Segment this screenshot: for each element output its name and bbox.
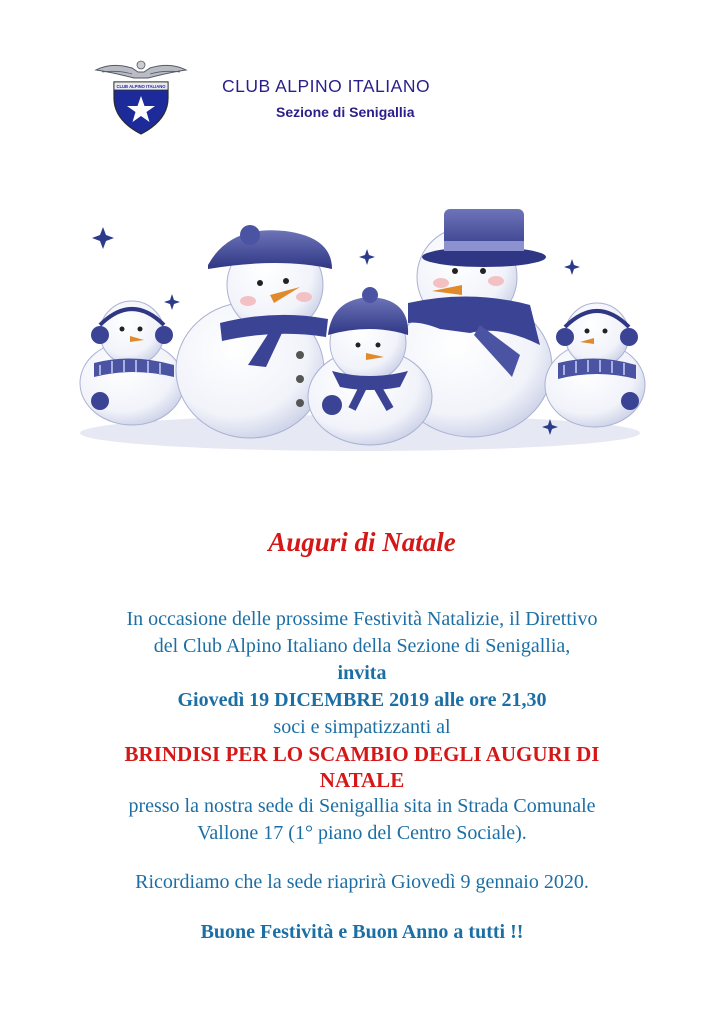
- invitation-line: In occasione delle prossime Festività Natalizie, il Direttivo: [126, 608, 598, 630]
- invitation-invita: invita: [337, 662, 387, 684]
- event-location-cont: Vallone 17 (1° piano del Centro Sociale).: [197, 822, 527, 844]
- event-title-cont: NATALE: [319, 768, 405, 792]
- greeting-title: Auguri di Natale: [268, 527, 456, 557]
- invitation-line: soci e simpatizzanti al: [273, 716, 451, 738]
- club-name: CLUB ALPINO ITALIANO: [222, 76, 431, 96]
- club-section: Sezione di Senigallia: [276, 104, 415, 120]
- event-date: Giovedì 19 DICEMBRE 2019 alle ore 21,30: [177, 689, 547, 711]
- svg-text:CLUB ALPINO ITALIANO: CLUB ALPINO ITALIANO: [116, 84, 166, 89]
- letterhead: [0, 0, 724, 150]
- cai-logo-icon: [92, 56, 190, 138]
- invitation-text: [40, 606, 684, 946]
- event-location: presso la nostra sede di Senigallia sita in Strada Comunale: [128, 795, 596, 817]
- closing-wish: Buone Festività e Buon Anno a tutti !!: [200, 921, 524, 943]
- snowmen-illustration: [70, 205, 650, 465]
- invitation-line: del Club Alpino Italiano della Sezione di Senigallia,: [153, 635, 571, 657]
- event-title: BRINDISI PER LO SCAMBIO DEGLI AUGURI DI: [124, 742, 600, 766]
- reopen-note: Ricordiamo che la sede riaprirà Giovedì 9 gennaio 2020.: [135, 871, 589, 893]
